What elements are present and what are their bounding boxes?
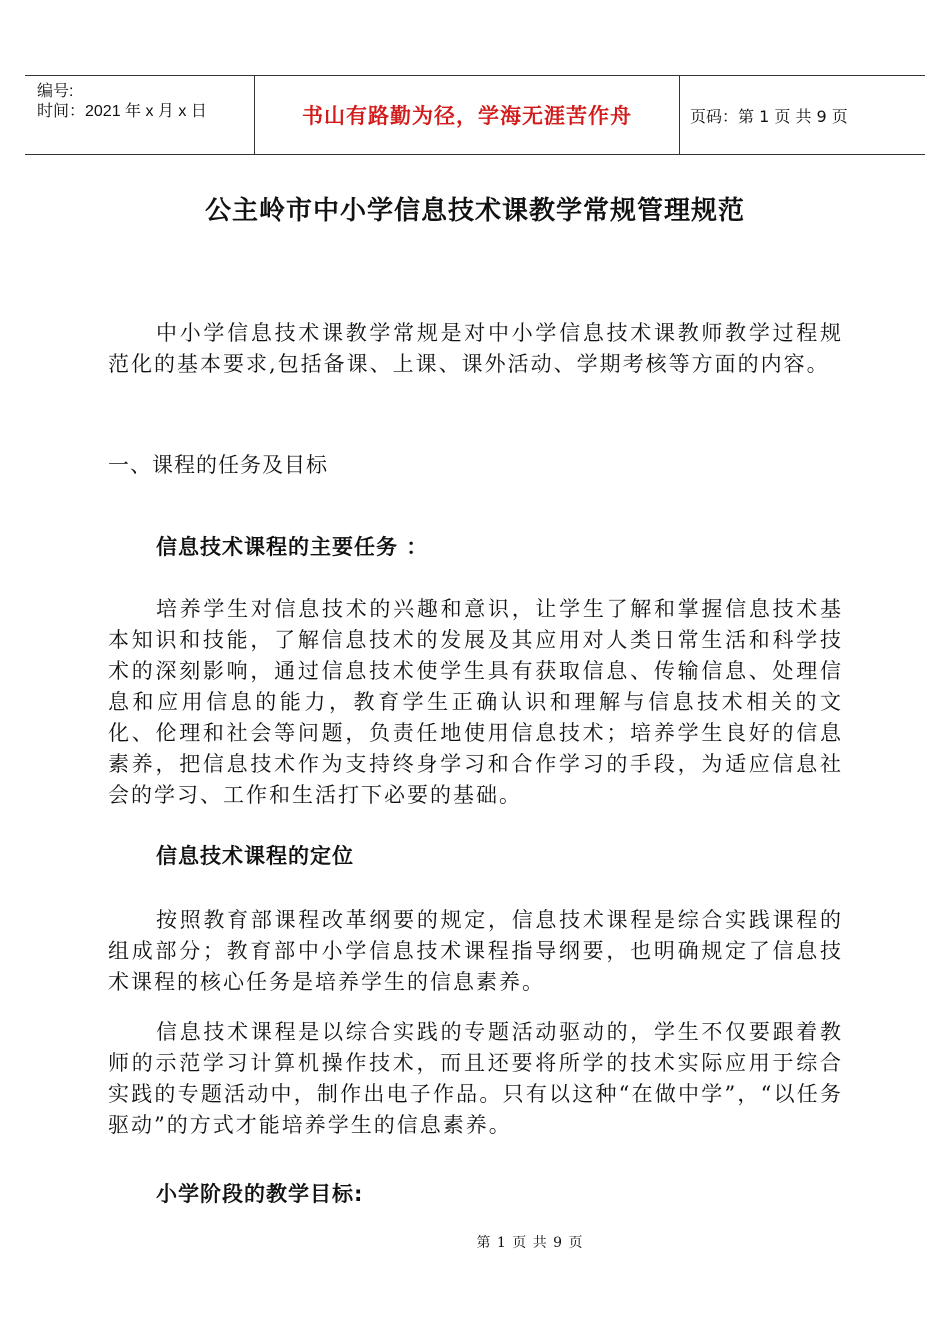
header-page-info: 页码：第 1 页 共 9 页 [690, 106, 848, 126]
header-motto: 书山有路勤为径，学海无涯苦作舟 [302, 104, 632, 128]
document-header [25, 75, 925, 155]
header-meta-cell [25, 76, 255, 154]
primary-goals-heading: 小学阶段的教学目标: [156, 1182, 364, 1206]
task-heading: 信息技术课程的主要任务 ： [156, 535, 429, 559]
document-time-label: 时间：2021 年 x 月 x 日 [37, 103, 207, 120]
position-heading: 信息技术课程的定位 [156, 844, 354, 868]
header-page-cell [680, 76, 925, 154]
task-paragraph: 培养学生对信息技术的兴趣和意识，让学生了解和掌握信息技术基本知识和技能，了解信息技术的发展及其应用对人类日常生活和科学技术的深刻影响，通过信息技术使学生具有获取信息、传输信息、处理信息和应用信息的能力，教育学生正确认识和理解与信息技术相关的文化、伦理和社会等问题，负责任地使用信息技术；培养学生良好的信息素养，把信息技术作为支持终身学习和合作学习的手段，为适应信息社会的学习、工作和生活打下必要的基础。 [108, 597, 843, 807]
header-motto-cell [255, 76, 680, 154]
section-heading-1: 一、课程的任务及目标 [108, 453, 328, 477]
document-number-label: 编号: [37, 83, 74, 100]
position-paragraph-1: 按照教育部课程改革纲要的规定，信息技术课程是综合实践课程的组成部分；教育部中小学信息技术课程指导纲要，也明确规定了信息技术课程的核心任务是培养学生的信息素养。 [108, 908, 843, 994]
document-title: 公主岭市中小学信息技术课教学常规管理规范 [204, 196, 745, 226]
intro-paragraph: 中小学信息技术课教学常规是对中小学信息技术课教师教学过程规范化的基本要求,包括备课、上课、课外活动、学期考核等方面的内容。 [108, 321, 843, 376]
position-paragraph-2: 信息技术课程是以综合实践的专题活动驱动的，学生不仅要跟着教师的示范学习计算机操作技术，而且还要将所学的技术实际应用于综合实践的专题活动中，制作出电子作品。只有以这种“在做中学”，“以任务驱动”的方式才能培养学生的信息素养。 [108, 1020, 843, 1137]
page-footer: 第 1 页 共 9 页 [476, 1235, 584, 1251]
